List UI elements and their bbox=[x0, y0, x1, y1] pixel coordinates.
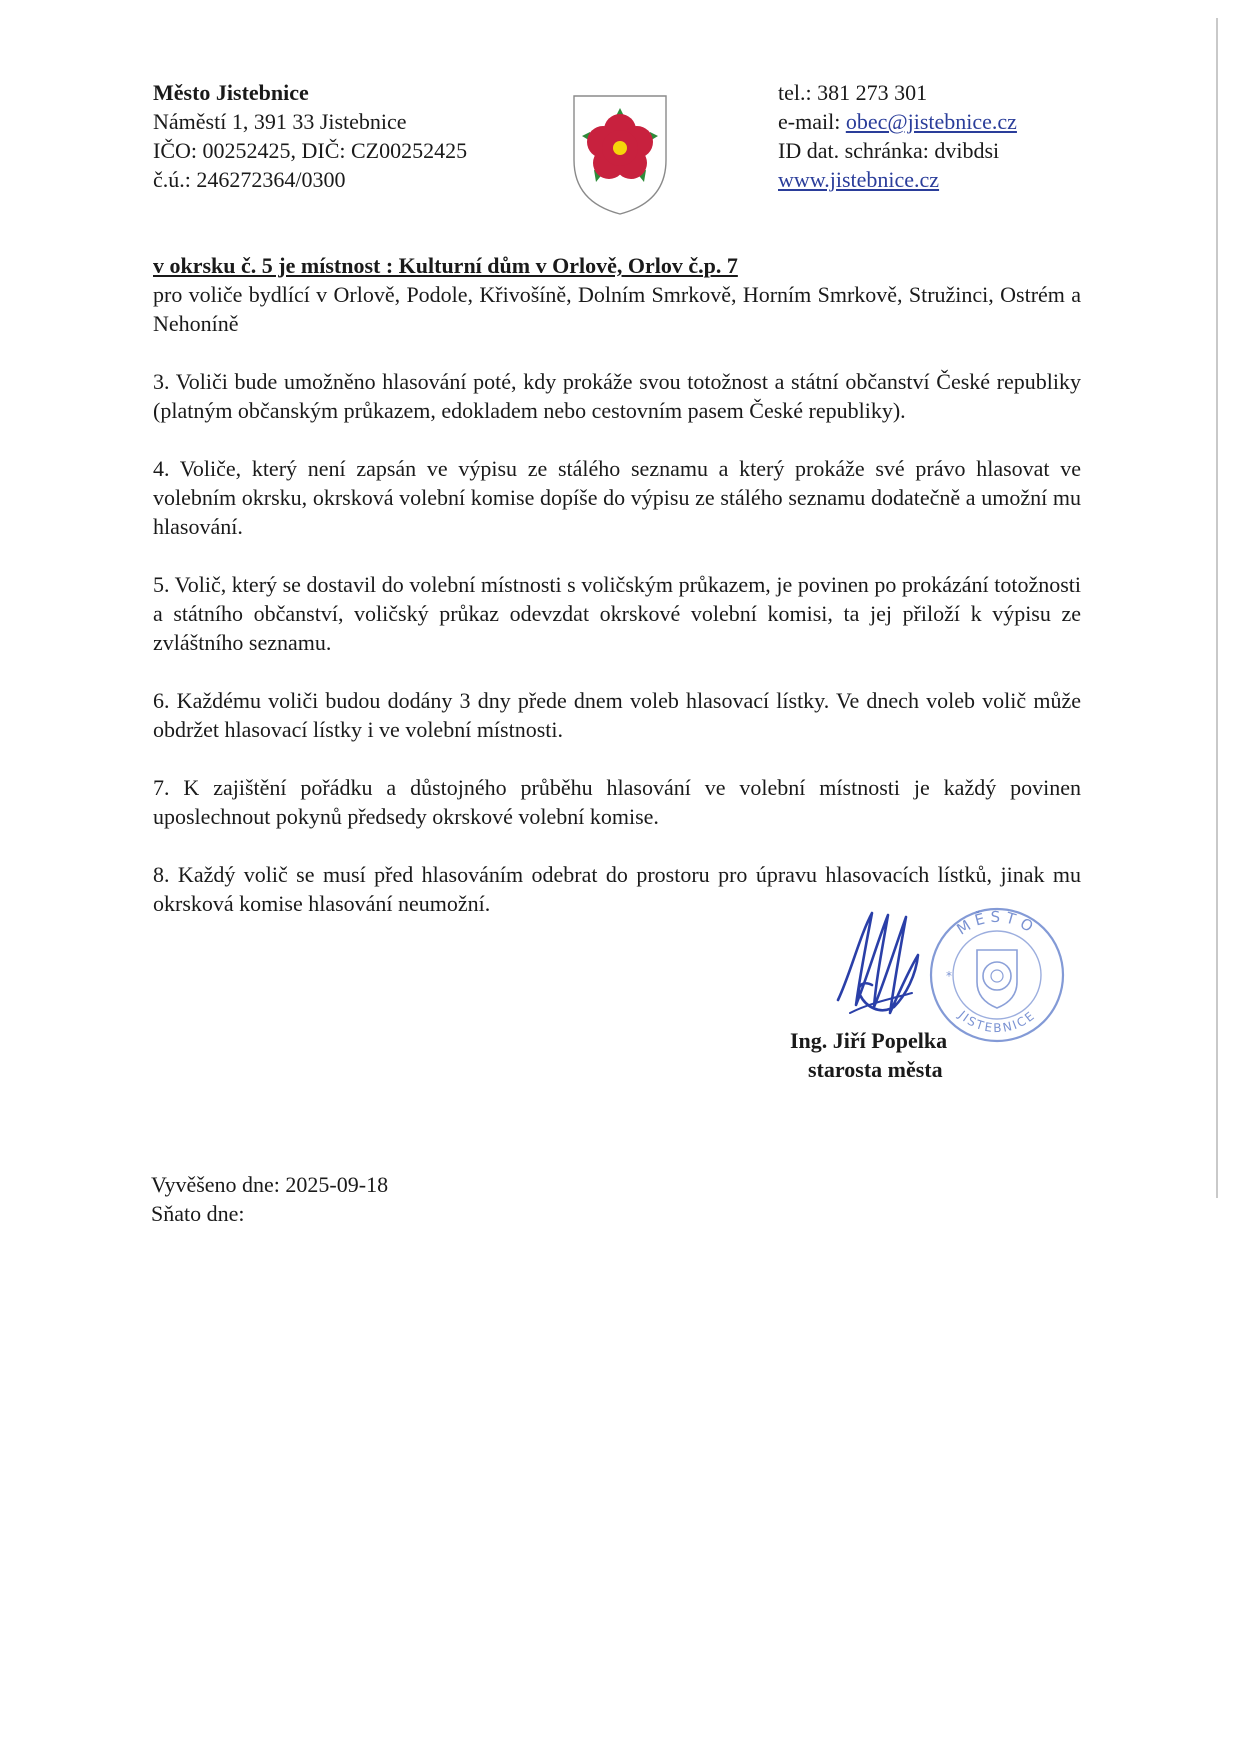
removed-date: Sňato dne: bbox=[151, 1201, 245, 1226]
posted-date: Vyvěšeno dne: 2025-09-18 bbox=[151, 1172, 389, 1197]
org-name: Město Jistebnice bbox=[153, 80, 309, 105]
website-link[interactable]: www.jistebnice.cz bbox=[778, 167, 940, 192]
email-label: e-mail: bbox=[778, 109, 846, 134]
posting-info bbox=[151, 1170, 388, 1228]
paragraph-3: 3. Voliči bude umožněno hlasování poté, kdy prokáže svou totožnost a státní občanství České republiky (platným občanským průkazem, edokladem nebo cestovním pasem České republiky). bbox=[153, 369, 1081, 423]
letterhead-left bbox=[153, 78, 467, 194]
stamp-top-text: MĚSTO bbox=[953, 907, 1041, 939]
svg-text:*: * bbox=[946, 969, 952, 983]
polling-station-heading: v okrsku č. 5 je místnost : Kulturní dům v Orlově, Orlov č.p. 7 bbox=[153, 253, 738, 278]
svg-text:MĚSTO bbox=[953, 907, 1040, 938]
contact-phone: tel.: 381 273 301 bbox=[778, 80, 928, 105]
signer-name: Ing. Jiří Popelka bbox=[790, 1028, 948, 1053]
signer-block bbox=[790, 1026, 1010, 1084]
org-ids: IČO: 00252425, DIČ: CZ00252425 bbox=[153, 138, 468, 163]
org-account: č.ú.: 246272364/0300 bbox=[153, 167, 346, 192]
org-address: Náměstí 1, 391 33 Jistebnice bbox=[153, 109, 407, 134]
paragraph-6: 6. Každému voliči budou dodány 3 dny přede dnem voleb hlasovací lístky. Ve dnech voleb volič může obdržet hlasovací lístky i ve volební místnosti. bbox=[153, 688, 1081, 742]
paragraph-5: 5. Volič, který se dostavil do volební místnosti s voličským průkazem, je povinen po prokázání totožnosti a státního občanství, voličský průkaz odevzdat okrskové volební komisi, ta jej přiloží k výpisu ze zvláštního seznamu. bbox=[153, 572, 1081, 655]
polling-station-area: pro voliče bydlící v Orlově, Podole, Křivošíně, Dolním Smrkově, Horním Smrkově, Stružinci, Ostrém a Nehoníně bbox=[153, 282, 1081, 336]
paragraph-4: 4. Voliče, který není zapsán ve výpisu ze stálého seznamu a který prokáže své právo hlasovat ve volebním okrsku, okrsková volební komise dopíše do výpisu ze stálého seznamu dodatečně a umožní mu hlasování. bbox=[153, 456, 1081, 539]
contact-databox: ID dat. schránka: dvibdsi bbox=[778, 138, 1000, 163]
paragraph-8: 8. Každý volič se musí před hlasováním odebrat do prostoru pro úpravu hlasovacích lístků, jinak mu okrsková komise hlasování neumožní. bbox=[153, 862, 1081, 916]
stamp-bottom-text: JISTEBNICE bbox=[955, 1007, 1039, 1036]
coat-of-arms-rose-icon bbox=[566, 90, 674, 218]
letterhead-right bbox=[778, 78, 1017, 194]
notice-body bbox=[153, 251, 1081, 947]
signer-role: starosta města bbox=[808, 1057, 943, 1082]
paragraph-7: 7. K zajištění pořádku a důstojného průběhu hlasování ve volební místnosti je každý povinen uposlechnout pokynů předsedy okrskové volební komise. bbox=[153, 775, 1081, 829]
email-link[interactable]: obec@jistebnice.cz bbox=[845, 109, 1017, 134]
scan-edge-line bbox=[1216, 18, 1218, 1198]
contact-email-line bbox=[778, 107, 1017, 136]
